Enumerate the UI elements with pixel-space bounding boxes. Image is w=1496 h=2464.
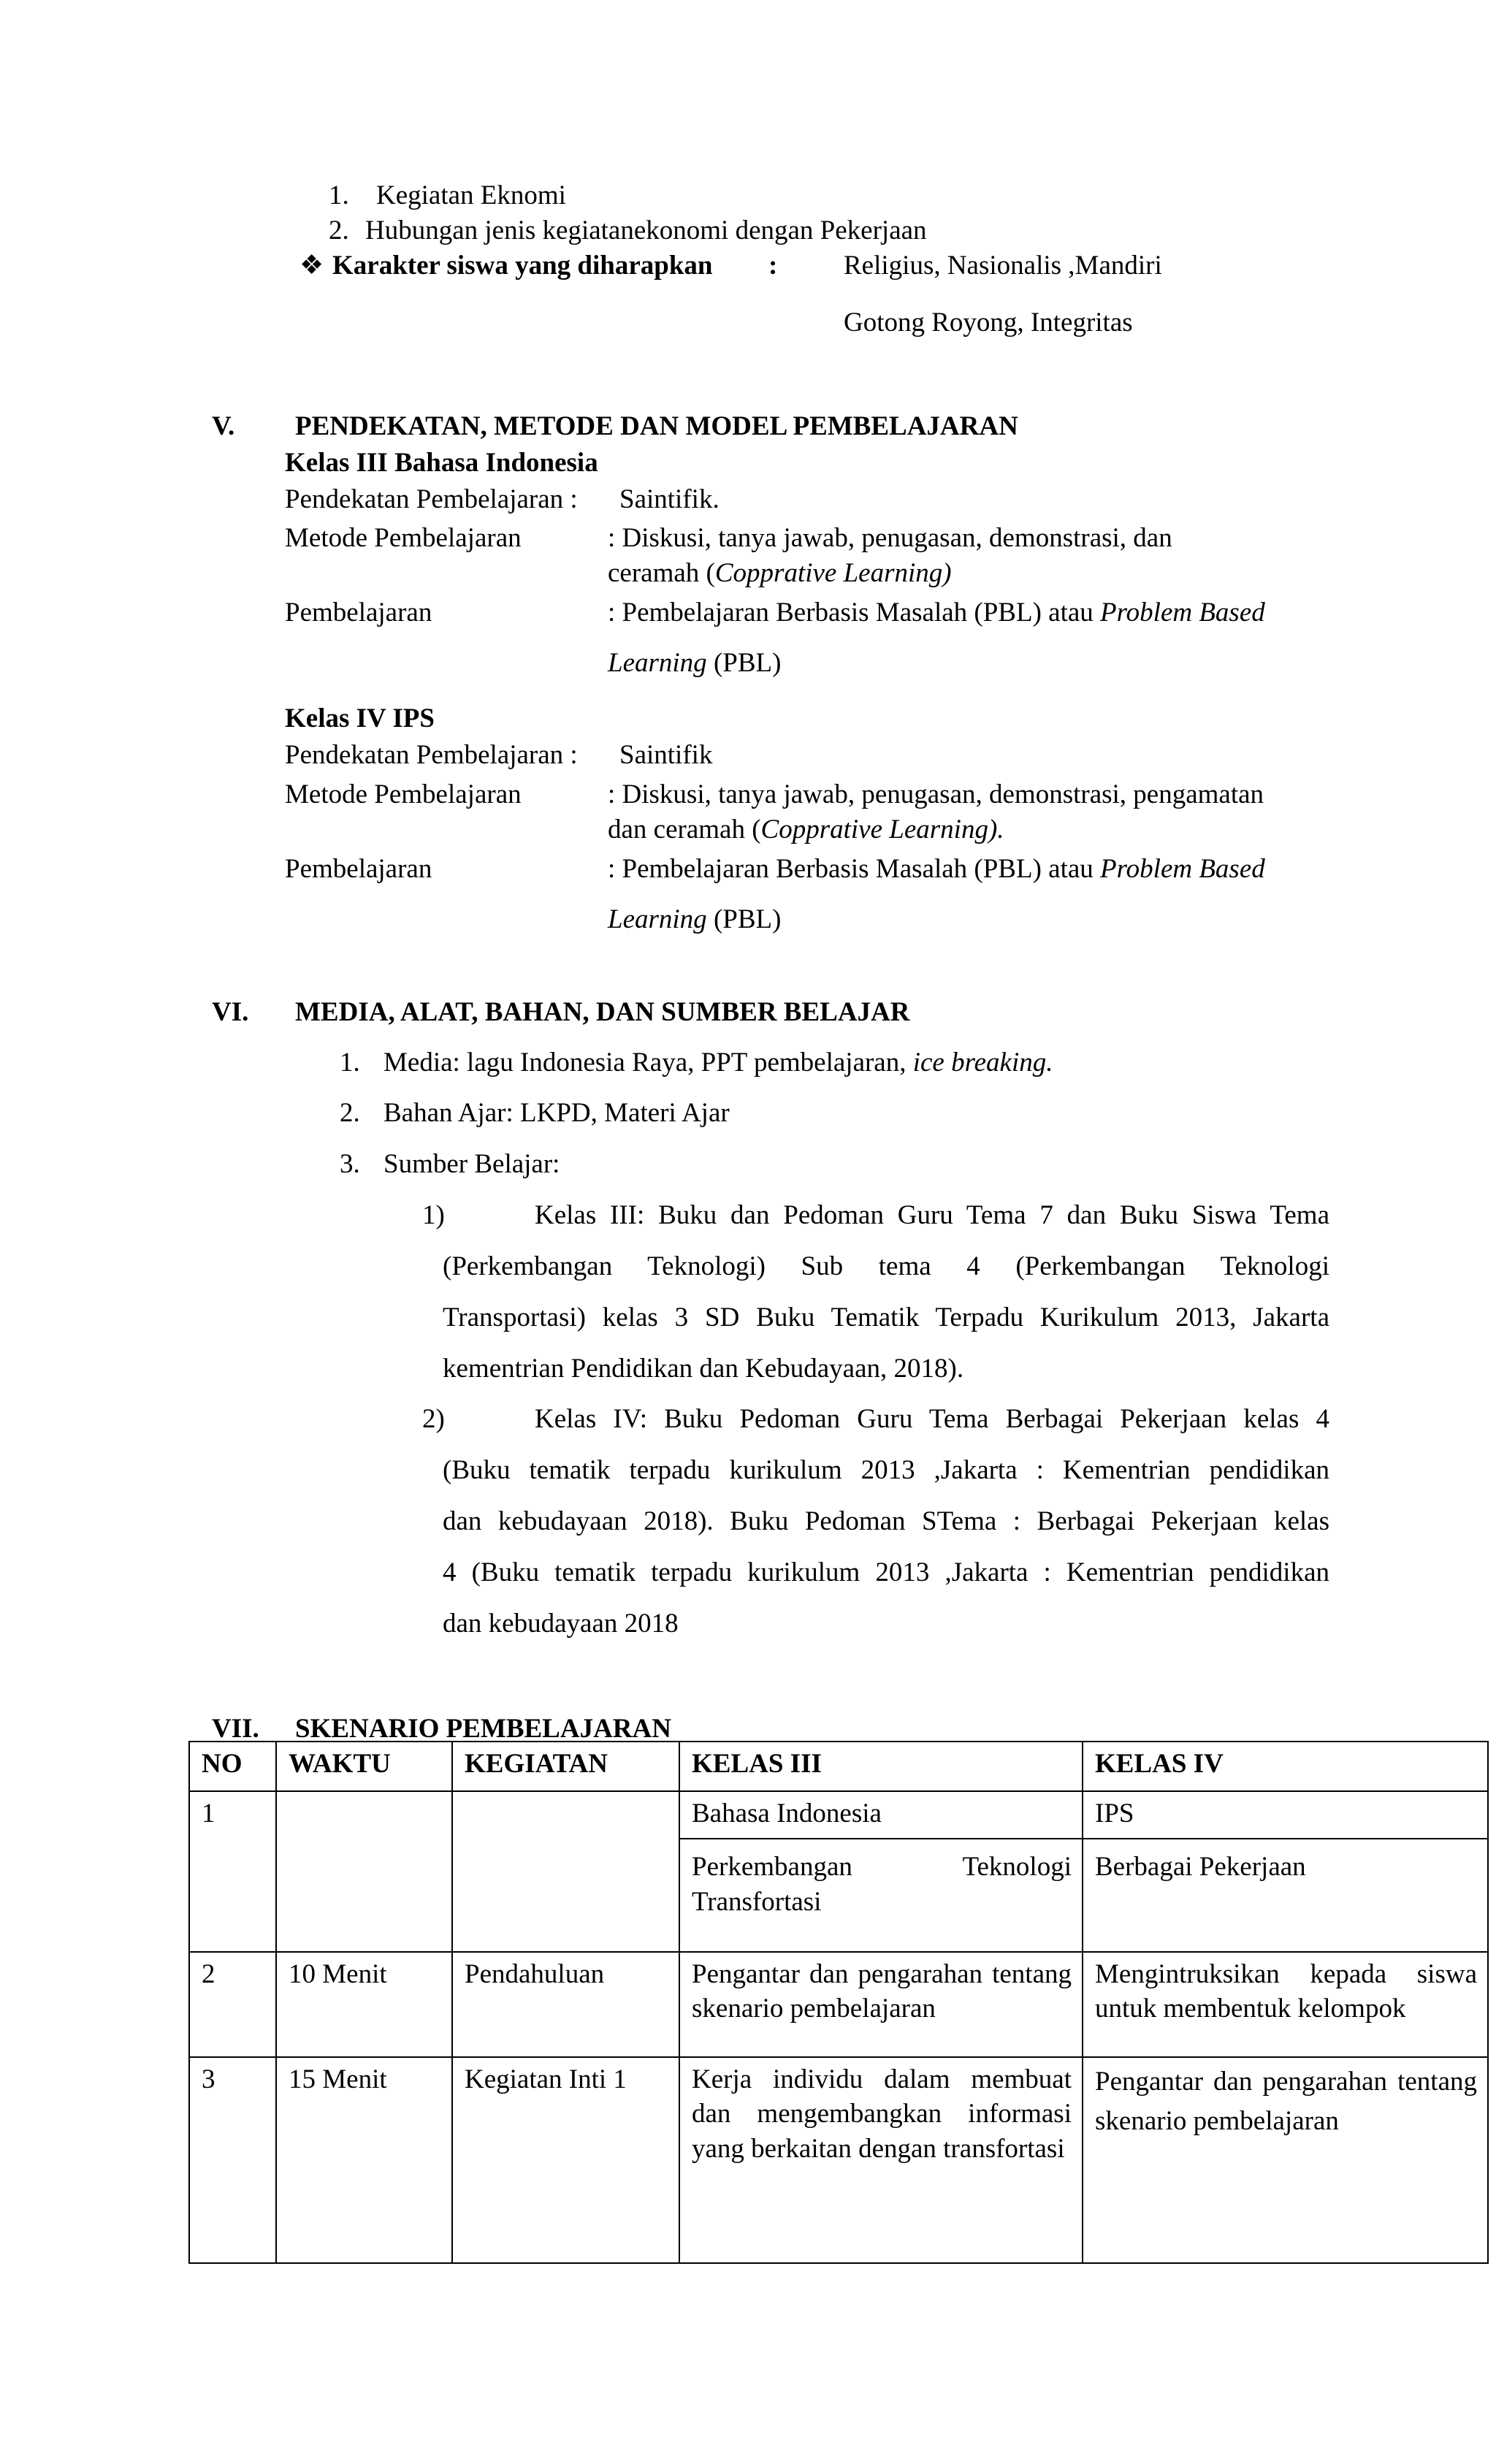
karakter-value: Gotong Royong, Integritas <box>844 308 1133 337</box>
cell-no: 3 <box>189 2057 276 2263</box>
model-value: : Pembelajaran Berbasis Masalah (PBL) atau Problem Based <box>608 854 1265 884</box>
list-item-number: 1. <box>340 1048 360 1077</box>
model-label: Pembelajaran <box>285 854 432 884</box>
model-value: Learning (PBL) <box>608 648 782 678</box>
cell-waktu: 10 Menit <box>276 1952 452 2057</box>
list-item-number: 1. <box>329 180 349 210</box>
section-number: VII. <box>212 1714 259 1744</box>
kelas-heading: Kelas IV IPS <box>285 703 435 733</box>
sub-item-text: kementrian Pendidikan dan Kebudayaan, 2018). <box>443 1354 964 1384</box>
karakter-value: Religius, Nasionalis ,Mandiri <box>844 251 1162 281</box>
cell-waktu <box>276 1791 452 1952</box>
cell-no: 1 <box>189 1791 276 1952</box>
list-item-text: Bahan Ajar: LKPD, Materi Ajar <box>383 1098 730 1128</box>
section-number: V. <box>212 411 235 441</box>
header-waktu: WAKTU <box>276 1742 452 1791</box>
sub-item-number: 1) <box>422 1200 445 1230</box>
table-row <box>189 2057 1488 2263</box>
table-row <box>189 1791 1488 1952</box>
cell-kegiatan <box>452 1791 679 1952</box>
sub-item-text: dan kebudayaan 2018 <box>443 1609 679 1639</box>
cell-kelas-iv: Pengantar dan pengarahan tentang skenario pembelajaran <box>1083 2057 1488 2263</box>
sub-item-text: 4 (Buku tematik terpadu kurikulum 2013 ,Jakarta : Kementrian pendidikan <box>443 1557 1329 1587</box>
table-header-row <box>189 1742 1488 1791</box>
header-kelas-iv: KELAS IV <box>1083 1742 1488 1791</box>
metode-label: Metode Pembelajaran <box>285 523 522 553</box>
cell-kelas-iii <box>679 1791 1083 1952</box>
list-item-text: Sumber Belajar: <box>383 1149 560 1179</box>
skenario-table <box>188 1741 1489 2264</box>
pendekatan-label: Pendekatan Pembelajaran : <box>285 740 578 770</box>
model-value: : Pembelajaran Berbasis Masalah (PBL) atau Problem Based <box>608 598 1265 628</box>
cell-kelas-iv <box>1083 1791 1488 1952</box>
sub-item-text: Kelas IV: Buku Pedoman Guru Tema Berbagai Pekerjaan kelas 4 <box>535 1404 1329 1434</box>
cell-kelas-iv: Mengintruksikan kepada siswa untuk membentuk kelompok <box>1083 1952 1488 2057</box>
metode-value: ceramah (Copprative Learning) <box>608 558 952 588</box>
metode-value: : Diskusi, tanya jawab, penugasan, demonstrasi, pengamatan <box>608 779 1264 809</box>
list-item-text: Kegiatan Eknomi <box>376 180 566 210</box>
sub-item-text: Transportasi) kelas 3 SD Buku Tematik Terpadu Kurikulum 2013, Jakarta <box>443 1302 1329 1332</box>
section-title: SKENARIO PEMBELAJARAN <box>295 1714 671 1744</box>
sub-item-number: 2) <box>422 1404 445 1434</box>
sub-item-text: (Perkembangan Teknologi) Sub tema 4 (Perkembangan Teknologi <box>443 1251 1329 1281</box>
cell-subject: Bahasa Indonesia <box>692 1799 882 1828</box>
metode-value: : Diskusi, tanya jawab, penugasan, demonstrasi, dan <box>608 523 1172 553</box>
header-kegiatan: KEGIATAN <box>452 1742 679 1791</box>
cell-theme: Perkembangan Teknologi Transfortasi <box>680 1838 1082 1919</box>
list-item-number: 2. <box>340 1098 360 1128</box>
list-item-text: Hubungan jenis kegiatanekonomi dengan Pekerjaan <box>365 215 927 245</box>
sub-item-text: (Buku tematik terpadu kurikulum 2013 ,Jakarta : Kementrian pendidikan <box>443 1455 1329 1485</box>
cell-kegiatan: Pendahuluan <box>452 1952 679 2057</box>
pendekatan-value: Saintifik. <box>619 484 720 514</box>
pendekatan-value: Saintifik <box>619 740 713 770</box>
metode-value: dan ceramah (Copprative Learning). <box>608 815 1004 844</box>
list-item-number: 3. <box>340 1149 360 1179</box>
pendekatan-label: Pendekatan Pembelajaran : <box>285 484 578 514</box>
section-title: MEDIA, ALAT, BAHAN, DAN SUMBER BELAJAR <box>295 997 910 1027</box>
table-row <box>189 1952 1488 2057</box>
cell-kelas-iii: Pengantar dan pengarahan tentang skenario pembelajaran <box>679 1952 1083 2057</box>
diamond-bullet-icon: ❖ <box>299 251 324 281</box>
cell-no: 2 <box>189 1952 276 2057</box>
section-number: VI. <box>212 997 249 1027</box>
sub-item-text: Kelas III: Buku dan Pedoman Guru Tema 7 dan Buku Siswa Tema <box>535 1200 1329 1230</box>
metode-label: Metode Pembelajaran <box>285 779 522 809</box>
cell-kegiatan: Kegiatan Inti 1 <box>452 2057 679 2263</box>
karakter-colon: : <box>768 251 778 281</box>
cell-theme: Berbagai Pekerjaan <box>1083 1838 1487 1884</box>
cell-kelas-iii: Kerja individu dalam membuat dan mengembangkan informasi yang berkaitan dengan transfortasi <box>679 2057 1083 2263</box>
kelas-heading: Kelas III Bahasa Indonesia <box>285 448 598 478</box>
cell-subject: IPS <box>1095 1799 1134 1828</box>
header-kelas-iii: KELAS III <box>679 1742 1083 1791</box>
model-label: Pembelajaran <box>285 598 432 628</box>
list-item-text: Media: lagu Indonesia Raya, PPT pembelajaran, ice breaking. <box>383 1048 1053 1077</box>
section-title: PENDEKATAN, METODE DAN MODEL PEMBELAJARAN <box>295 411 1018 441</box>
model-value: Learning (PBL) <box>608 904 782 934</box>
karakter-label: Karakter siswa yang diharapkan <box>332 251 713 281</box>
cell-waktu: 15 Menit <box>276 2057 452 2263</box>
header-no: NO <box>189 1742 276 1791</box>
list-item-number: 2. <box>329 215 349 245</box>
sub-item-text: dan kebudayaan 2018). Buku Pedoman STema : Berbagai Pekerjaan kelas <box>443 1506 1329 1536</box>
